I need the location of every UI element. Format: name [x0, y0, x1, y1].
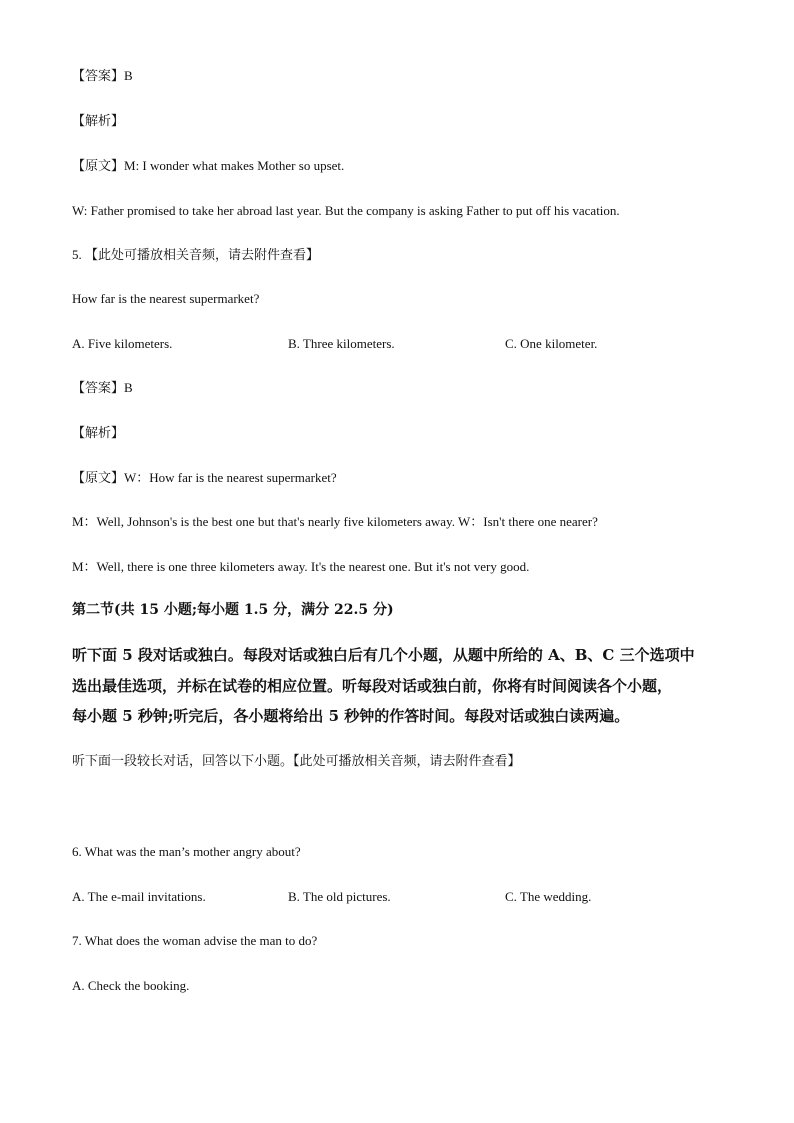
option-c: C. One kilometer. [505, 336, 598, 351]
option-b: B. The old pictures. [288, 889, 391, 904]
option-b: B. Three kilometers. [288, 336, 395, 351]
transcript-line-q5-3: M：Well, there is one three kilometers away. It's the nearest one. But it's not very good. [72, 559, 530, 574]
answer-value: B [124, 68, 133, 83]
instructions-line-2: 选出最佳选项，并标在试卷的相应位置。听每段对话或独白前，你将有时间阅读各个小题， [72, 677, 673, 695]
option-a: A. The e-mail invitations. [72, 889, 206, 904]
instructions-line-3: 每小题 5 秒钟;听完后，各小题将给出 5 秒钟的作答时间。每段对话或独白读两遍。 [72, 707, 630, 725]
section-heading: 第二节(共 15 小题;每小题 1.5 分，满分 22.5 分) [72, 602, 394, 618]
answer-tag: 【答案】 [72, 69, 125, 84]
transcript-line-q5-1 [72, 469, 337, 488]
question-6-text: 6. What was the man’s mother angry about? [72, 844, 301, 859]
analysis-tag: 【解析】 [72, 426, 125, 441]
transcript-text: M: I wonder what makes Mother so upset. [124, 158, 345, 173]
dialog-intro: 听下面一段较长对话，回答以下小题。【此处可播放相关音频，请去附件查看】 [72, 754, 521, 769]
option-a: A. Five kilometers. [72, 336, 173, 351]
transcript-line-q4-2: W: Father promised to take her abroad last year. But the company is asking Father to put off his vacation. [72, 203, 620, 218]
original-tag: 【原文】 [72, 159, 125, 174]
analysis-row-q5 [72, 424, 124, 443]
question-5-header [72, 246, 319, 265]
analysis-row-q4 [72, 112, 124, 131]
answer-row-q4 [72, 67, 133, 86]
option-a: A. Check the booking. [72, 978, 190, 993]
audio-note: 【此处可播放相关音频，请去附件查看】 [85, 248, 320, 263]
transcript-line-q5-2: M：Well, Johnson's is the best one but that's nearly five kilometers away. W：Isn't there one nearer? [72, 514, 598, 529]
question-7-text: 7. What does the woman advise the man to do? [72, 933, 318, 948]
answer-row-q5 [72, 379, 133, 398]
answer-tag: 【答案】 [72, 381, 125, 396]
question-number: 5. [72, 247, 82, 262]
analysis-tag: 【解析】 [72, 114, 125, 129]
transcript-line-q4-1 [72, 157, 344, 176]
answer-value: B [124, 380, 133, 395]
instructions-line-1: 听下面 5 段对话或独白。每段对话或独白后有几个小题，从题中所给的 A、B、C 三个选项中 [72, 646, 695, 664]
question-5-text: How far is the nearest supermarket? [72, 291, 260, 306]
transcript-text: W：How far is the nearest supermarket? [124, 470, 337, 485]
original-tag: 【原文】 [72, 471, 125, 486]
option-c: C. The wedding. [505, 889, 592, 904]
